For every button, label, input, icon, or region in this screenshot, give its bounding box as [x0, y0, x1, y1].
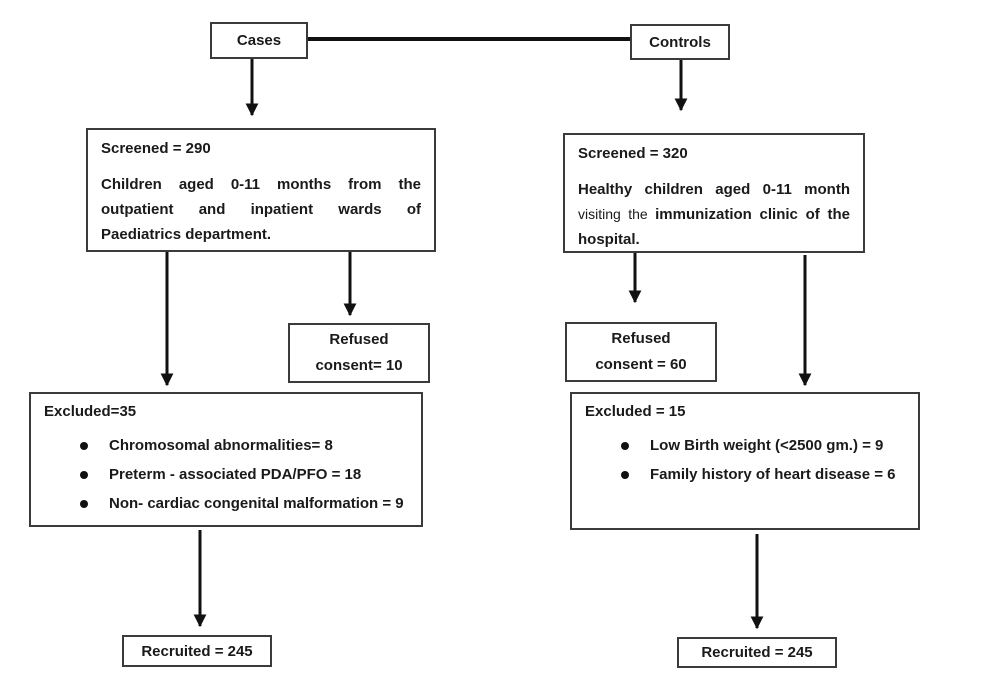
excluded-item: Non- cardiac congenital malformation = 9 — [80, 493, 408, 515]
screened-cases-title: Screened = 290 — [101, 140, 211, 157]
node-screened-controls — [563, 133, 865, 253]
excluded-cases-title: Excluded=35 — [44, 403, 137, 420]
refused-controls-line1: Refused — [611, 330, 671, 347]
excluded-controls-title: Excluded = 15 — [585, 403, 686, 420]
node-recruited-cases — [122, 635, 272, 667]
controls-label: Controls — [649, 33, 711, 51]
node-excluded-controls — [570, 392, 920, 530]
excluded-item: Preterm - associated PDA/PFO = 18 — [80, 464, 408, 486]
refused-controls-line2: consent = 60 — [595, 356, 687, 373]
screened-controls-description-bold1: Healthy children aged 0-11 month — [578, 181, 850, 198]
refused-cases-line2: consent= 10 — [315, 357, 403, 374]
screened-cases-description: Children aged 0-11 months from the outpatient and inpatient wards of Paediatrics department. — [101, 176, 421, 243]
screened-controls-description-bold2: immunization clinic of the hospital. — [578, 206, 850, 248]
node-controls — [630, 24, 730, 60]
excluded-item: Low Birth weight (<2500 gm.) = 9 — [621, 435, 905, 457]
refused-cases-line1: Refused — [329, 331, 389, 348]
excluded-cases-list — [44, 435, 408, 515]
excluded-controls-list — [585, 435, 905, 486]
node-screened-cases — [86, 128, 436, 252]
node-excluded-cases — [29, 392, 423, 527]
node-cases — [210, 22, 308, 59]
recruited-controls-label: Recruited = 245 — [701, 644, 813, 661]
node-recruited-controls — [677, 637, 837, 668]
screened-controls-description — [578, 177, 850, 252]
excluded-item: Family history of heart disease = 6 — [621, 464, 905, 486]
screened-controls-description-regular: visiting the — [578, 206, 656, 222]
recruited-cases-label: Recruited = 245 — [141, 642, 253, 660]
node-refused-cases — [288, 323, 430, 383]
excluded-item: Chromosomal abnormalities= 8 — [80, 435, 408, 457]
cases-label: Cases — [236, 32, 282, 49]
node-refused-controls — [565, 322, 717, 382]
screened-controls-title: Screened = 320 — [578, 145, 688, 162]
